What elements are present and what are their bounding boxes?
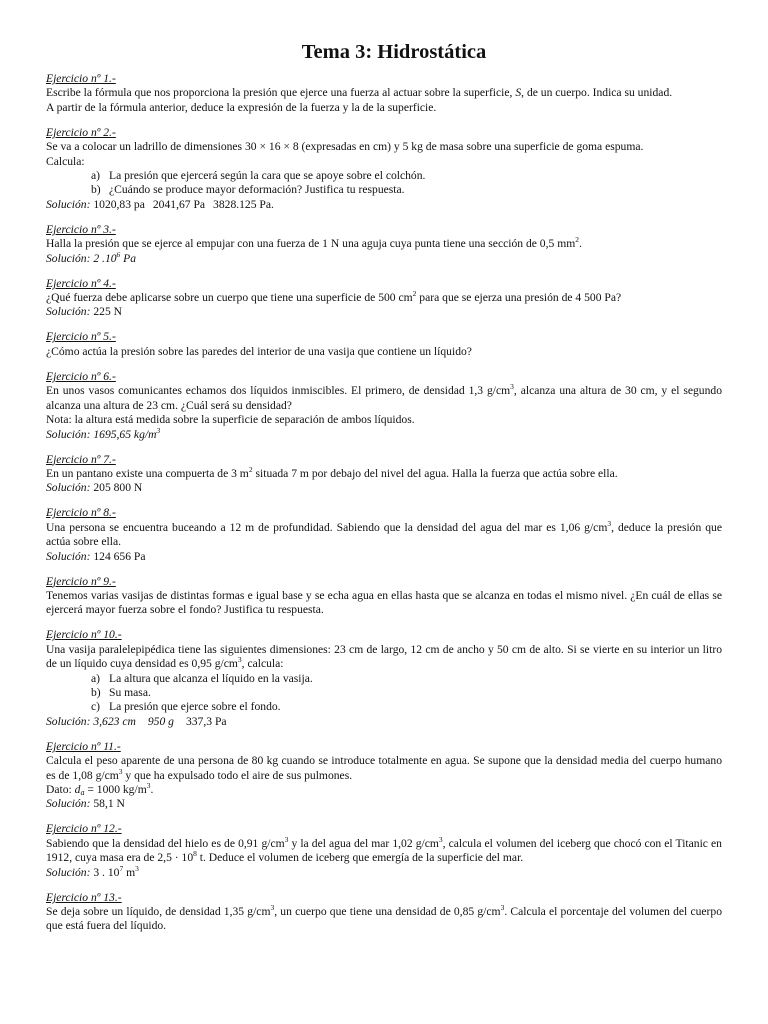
exercise-4 [46, 277, 722, 320]
exercise-title: Ejercicio nº 5.- [46, 330, 116, 344]
list-item: b) Su masa. [91, 685, 151, 699]
exercise-2 [46, 126, 722, 212]
solution: Solución: 124 656 Pa [46, 549, 146, 563]
exercise-8 [46, 506, 722, 564]
exercise-title: Ejercicio nº 7.- [46, 452, 116, 466]
exercise-title: Ejercicio nº 6.- [46, 369, 116, 383]
exercise-data: Dato: $d_a = 1000$ $kg/m^3$. [46, 781, 154, 797]
exercise-text: Escribe la fórmula que nos proporciona la presión que ejerce una fuerza al actuar sobre la superficie, S, de un cuerpo. Indica su unidad. [46, 86, 673, 100]
question-list [46, 169, 722, 198]
exercise-text: Tenemos varias vasijas de distintas formas e igual base y se echa agua en ellas hasta que se alcanza en todas el mismo nivel. ¿En cuál de ellas se ejercerá mayor fuerza sobre el fondo? Justifica tu respuesta. [46, 588, 722, 617]
exercise-text: Sabiendo que la densidad del hielo es de 0,91 $g/cm^3$ y la del agua del mar 1,02 $g/cm^3$, calcula el volumen del iceberg que chocó con el Titanic en 1912, cuya masa era de $2,5 \cdot 10^8$ t. Deduce el volumen de iceberg que emergía de la superficie del mar. [46, 834, 722, 865]
exercise-title: Ejercicio nº 2.- [46, 125, 116, 139]
exercise-6 [46, 370, 722, 442]
exercise-title: Ejercicio nº 4.- [46, 276, 116, 290]
exercise-title: Ejercicio nº 11.- [46, 739, 121, 753]
solution: Solución: 225 N [46, 305, 123, 319]
exercise-title: Ejercicio nº 3.- [46, 222, 116, 236]
exercise-text: ¿Cómo actúa la presión sobre las paredes del interior de una vasija que contiene un líquido? [46, 344, 472, 358]
solution: Solución: 3 . $10^7$ $m^3$ [46, 863, 139, 879]
page-title: Tema 3: Hidrostática [301, 41, 487, 63]
exercise-title: Ejercicio nº 12.- [46, 822, 122, 836]
question-list [46, 672, 722, 715]
exercise-title: Ejercicio nº 1.- [46, 72, 116, 85]
exercise-text: ¿Qué fuerza debe aplicarse sobre un cuerpo que tiene una superficie de 500 $cm^2$ para que se ejerza una presión de 4 500 Pa? [46, 289, 622, 305]
exercise-text: En un pantano existe una compuerta de 3 $m^2$ situada 7 m por debajo del nivel del agua. Halla la fuerza que actúa sobre ella. [46, 464, 618, 480]
exercise-note: Nota: la altura está medida sobre la superficie de separación de ambos líquidos. [46, 413, 415, 427]
solution: Solución: 1020,83 pa 2041,67 Pa 3828.125 Pa. [46, 197, 274, 211]
solution: Solución: 205 800 N [46, 481, 143, 495]
exercise-7 [46, 453, 722, 496]
exercise-text: Calcula el peso aparente de una persona de 80 kg cuando se introduce totalmente en agua. Se supone que la densidad media del cuerpo humano es de 1,08 $g/cm^3$ y que ha expulsado todo el aire de sus pulmones. [46, 754, 722, 782]
exercise-title: Ejercicio nº 9.- [46, 574, 116, 588]
exercise-text: Se va a colocar un ladrillo de dimensiones 30 × 16 × 8 (expresadas en cm) y 5 kg de masa sobre una superficie de goma espuma. [46, 140, 644, 154]
exercise-title: Ejercicio nº 10.- [46, 628, 122, 642]
solution: Solución: 2 $.10^6$ Pa [46, 249, 137, 265]
exercise-text: Halla la presión que se ejerce al empujar con una fuerza de 1 N una aguja cuya punta tiene una sección de 0,5 $mm^2$. [46, 235, 582, 251]
exercise-text: Una vasija paralelepipédica tiene las siguientes dimensiones: 23 cm de largo, 12 cm de ancho y 50 cm de alto. Si se vierte en su interior un litro de un líquido cuya densidad es 0,95 $g/cm^3$, calcula: [46, 642, 722, 671]
exercise-5 [46, 330, 722, 359]
exercise-title: Ejercicio nº 8.- [46, 506, 116, 520]
exercise-text: Una persona se encuentra buceando a 12 m de profundidad. Sabiendo que la densidad del agua del mar es 1,06 $g/cm^3$, deduce la presión que actúa sobre ella. [46, 518, 723, 549]
exercise-text: Se deja sobre un líquido, de densidad 1,35 $g/cm^3$, un cuerpo que tiene una densidad de 0,85 $g/cm^3$. Calcula el porcentaje del volumen del cuerpo que está fuera del líquido. [46, 903, 722, 933]
worksheet-page [46, 40, 722, 944]
solution: Solución: 58,1 N [46, 797, 125, 811]
exercise-13 [46, 891, 722, 934]
list-item: c) La presión que ejerce sobre el fondo. [91, 700, 281, 714]
exercise-text: Calcula: [46, 154, 85, 168]
exercise-12 [46, 822, 722, 880]
exercise-9 [46, 575, 722, 618]
exercise-text: A partir de la fórmula anterior, deduce la expresión de la fuerza y la de la superficie. [46, 100, 437, 114]
exercise-3 [46, 223, 722, 266]
solution: Solución: 1695,65 $kg/m^3$ [46, 425, 161, 441]
solution: Solución: 3,623 cm 950 g 337,3 Pa [46, 714, 227, 728]
exercise-10 [46, 628, 722, 729]
exercise-title: Ejercicio nº 13.- [46, 890, 122, 904]
exercise-text: En unos vasos comunicantes echamos dos líquidos inmiscibles. El primero, de densidad 1,3 $g/cm^3$, alcanza una altura de 30 cm, y el segundo alcanza una altura de 23 cm. ¿Cuál será su densidad? [46, 382, 722, 412]
list-item: b) ¿Cuándo se produce mayor deformación? Justifica tu respuesta. [91, 183, 405, 197]
exercise-11 [46, 740, 722, 812]
exercise-1 [46, 72, 722, 115]
list-item: a) La altura que alcanza el líquido en la vasija. [91, 671, 313, 685]
list-item: a) La presión que ejercerá según la cara que se apoye sobre el colchón. [91, 169, 426, 183]
